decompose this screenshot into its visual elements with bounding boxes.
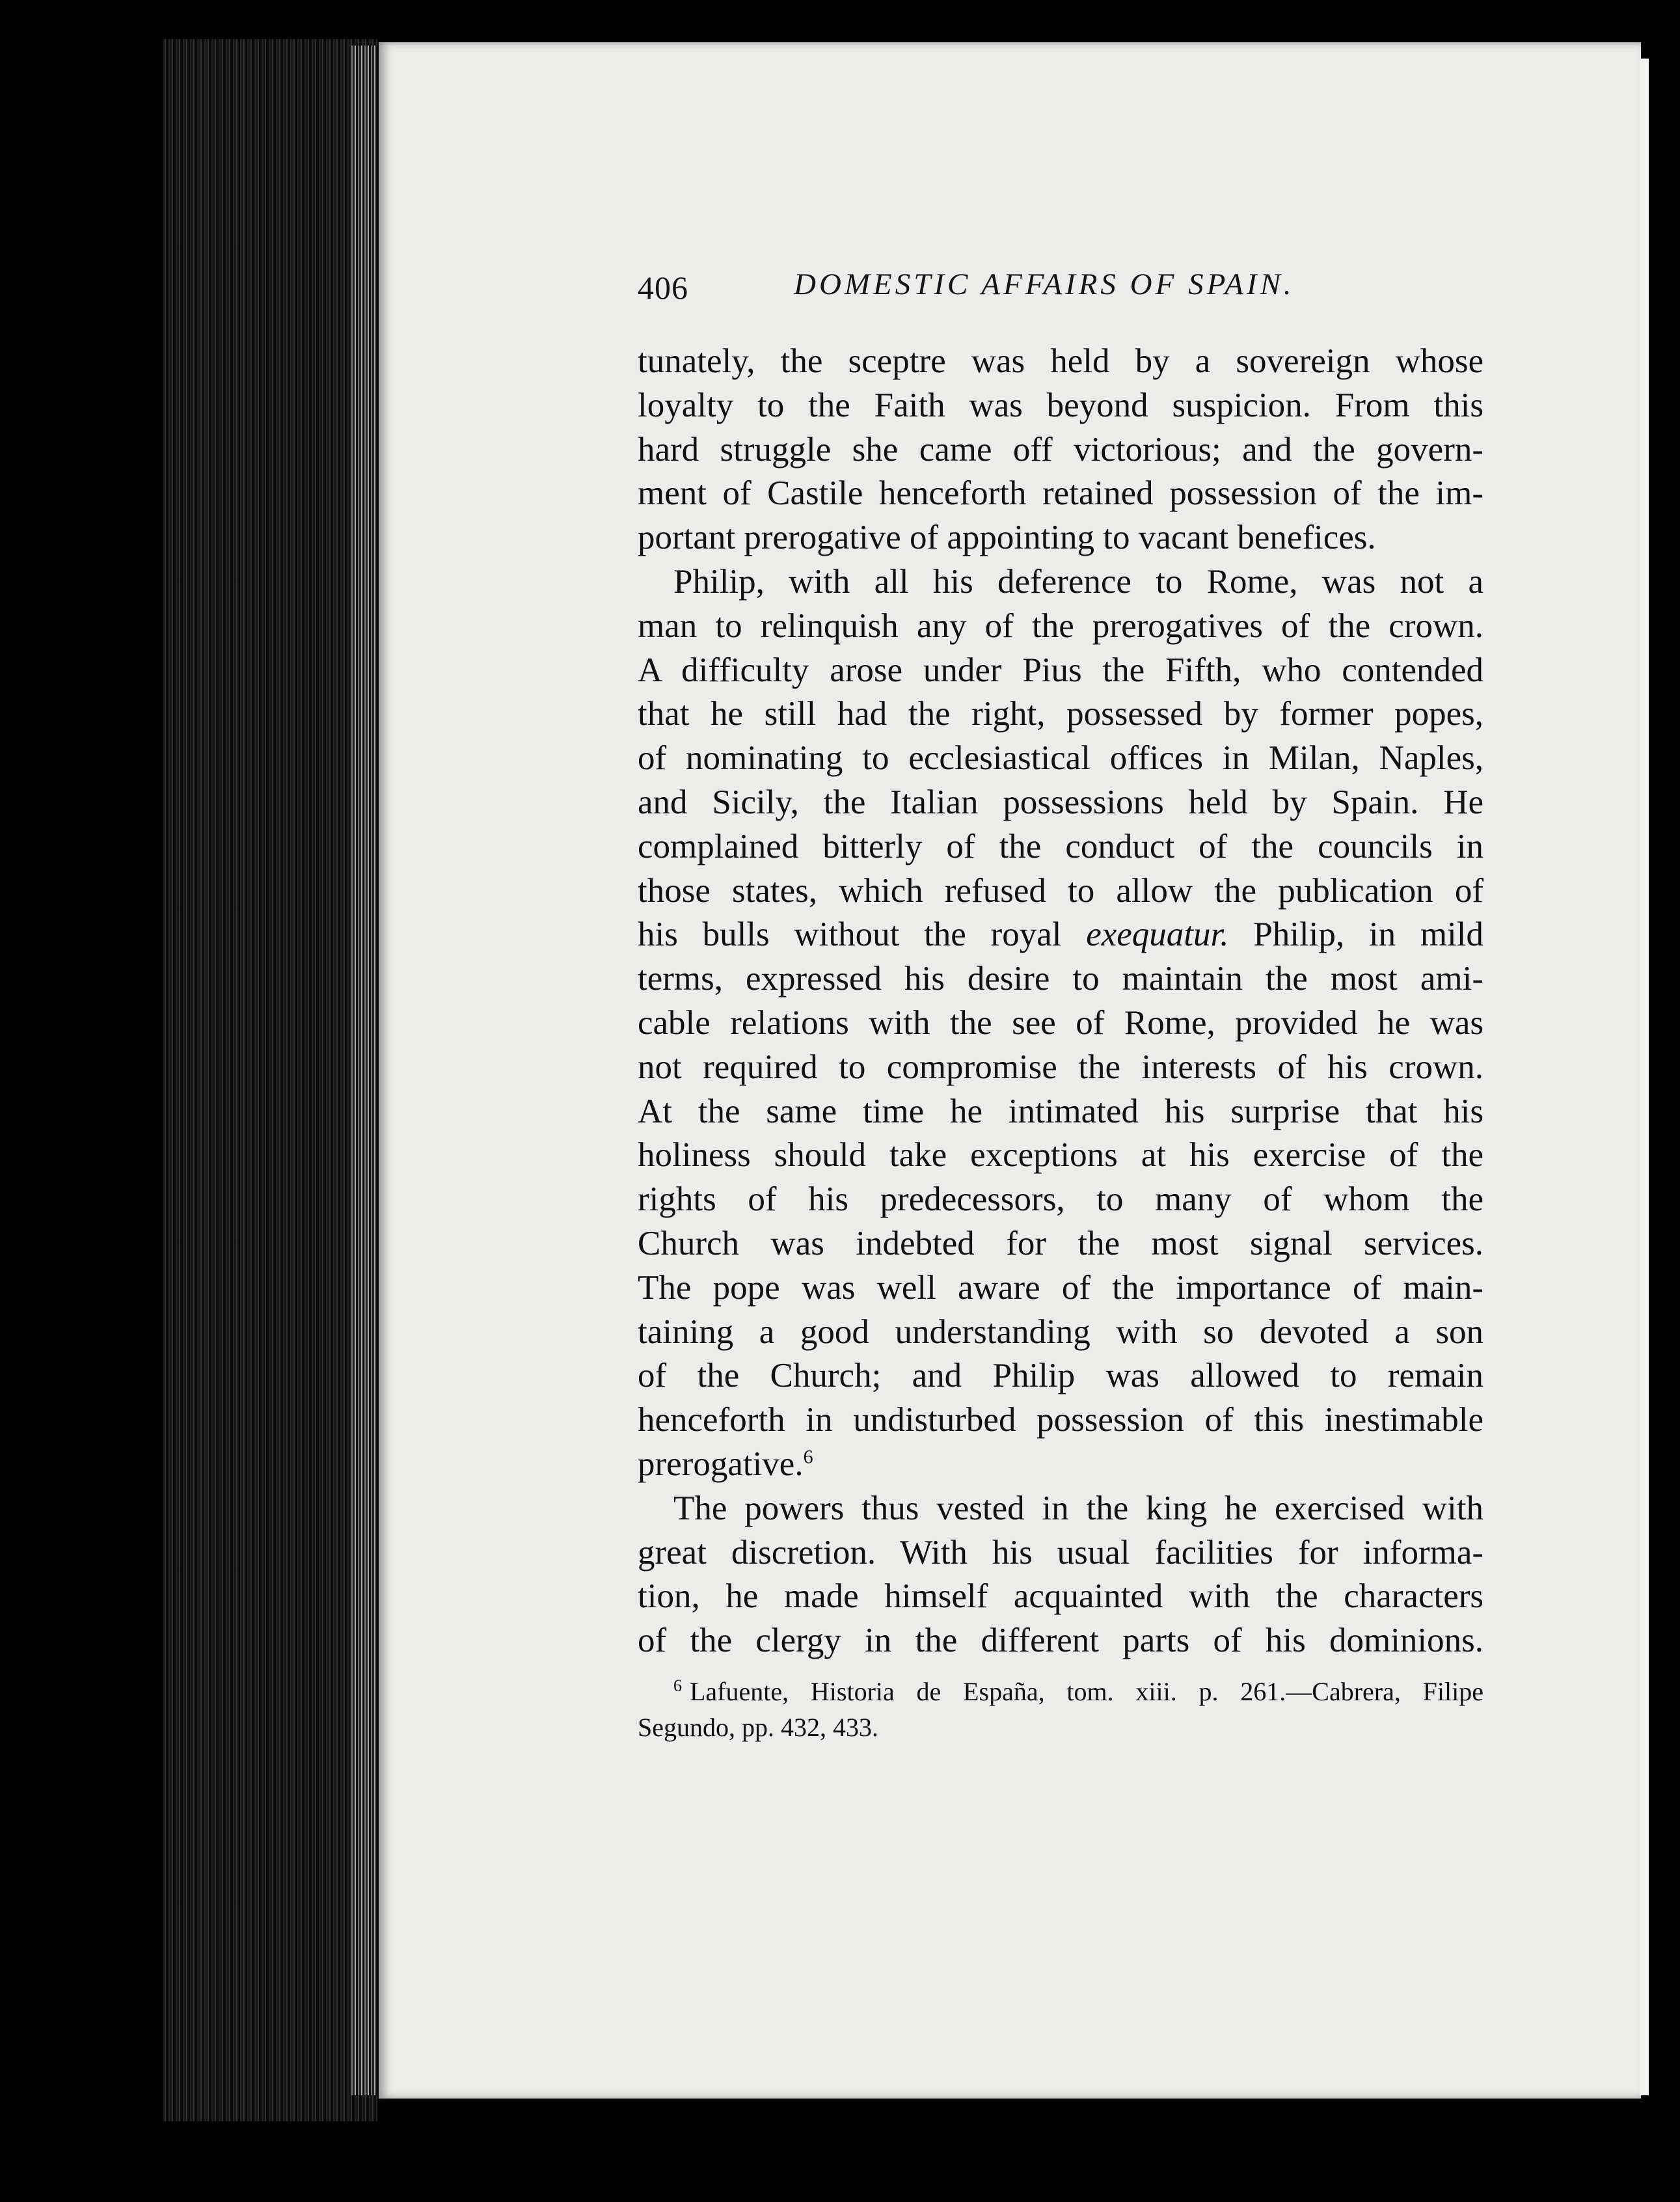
footnote-line: Segundo, pp. 432, 433. — [638, 1713, 878, 1742]
text-line: complained bitterly of the conduct of the councils in — [638, 827, 1484, 865]
text-line: of the clergy in the different parts of his dominions. — [638, 1622, 1484, 1660]
text-line: tunately, the sceptre was held by a sovereign whose — [638, 342, 1484, 380]
text-segment: Philip, in mild — [1228, 916, 1484, 954]
footnote-text: Lafuente, Historia de España, tom. xiii. p. 261.—Cabrera, Filipe — [690, 1677, 1484, 1706]
page-header — [638, 264, 1334, 316]
text-line: those states, which refused to allow the publication of — [638, 871, 1484, 910]
text-line: Philip, with all his deference to Rome, was not a — [673, 562, 1484, 601]
text-line: taining a good understanding with so devoted a son — [638, 1312, 1484, 1351]
text-line: cable relations with the see of Rome, provided he was — [638, 1003, 1484, 1042]
text-line: rights of his predecessors, to many of whom the — [638, 1180, 1484, 1219]
page-stack-edges — [163, 39, 377, 2121]
running-head: DOMESTIC AFFAIRS OF SPAIN. — [794, 267, 1295, 301]
footnote-reference[interactable]: 6 — [803, 1446, 813, 1468]
footnote — [638, 1674, 1484, 1745]
text-segment: his bulls without the royal — [638, 916, 1087, 954]
text-line: holiness should take exceptions at his exercise of the — [638, 1136, 1484, 1175]
text-line-with-italic — [638, 913, 1484, 957]
text-line: henceforth in undisturbed possession of this inestimable — [638, 1401, 1484, 1439]
page-stack-edge-highlight — [351, 46, 377, 2095]
text-line: not required to compromise the interests of his crown. — [638, 1048, 1484, 1086]
text-line: At the same time he intimated his surprise that his — [638, 1092, 1484, 1130]
text-line — [638, 1443, 1484, 1487]
text-line: terms, expressed his desire to maintain the most ami- — [638, 960, 1484, 998]
text-line: The powers thus vested in the king he exercised with — [673, 1489, 1484, 1527]
text-line: and Sicily, the Italian possessions held by Spain. He — [638, 783, 1484, 821]
text-line: The pope was well aware of the importance of main- — [638, 1268, 1484, 1307]
text-line: of nominating to ecclesiastical offices in Milan, Naples, — [638, 739, 1484, 778]
text-line: loyalty to the Faith was beyond suspicion. From this — [638, 386, 1484, 424]
italic-term: exequatur. — [1086, 916, 1229, 954]
text-line: hard struggle she came off victorious; and the govern- — [638, 430, 1484, 469]
text-line: ment of Castile henceforth retained possession of the im- — [638, 474, 1484, 513]
footnote-mark: 6 — [673, 1676, 682, 1695]
page-right-edge — [1640, 59, 1649, 2095]
text-line: Church was indebted for the most signal services. — [638, 1224, 1484, 1262]
text-line: tion, he made himself acquainted with the characters — [638, 1577, 1484, 1616]
text-line: of the Church; and Philip was allowed to remain — [638, 1357, 1484, 1395]
text-segment: prerogative. — [638, 1445, 804, 1483]
text-line: man to relinquish any of the prerogatives of the crown. — [638, 606, 1484, 645]
text-line: that he still had the right, possessed by former popes, — [638, 695, 1484, 733]
text-line: portant prerogative of appointing to vacant benefices. — [638, 519, 1376, 557]
text-line: A difficulty arose under Pius the Fifth, who contended — [638, 651, 1484, 689]
page-number: 406 — [638, 269, 688, 306]
body-text — [638, 340, 1484, 1663]
footnote-line — [638, 1674, 1484, 1709]
text-line: great discretion. With his usual facilities for informa- — [638, 1533, 1484, 1571]
